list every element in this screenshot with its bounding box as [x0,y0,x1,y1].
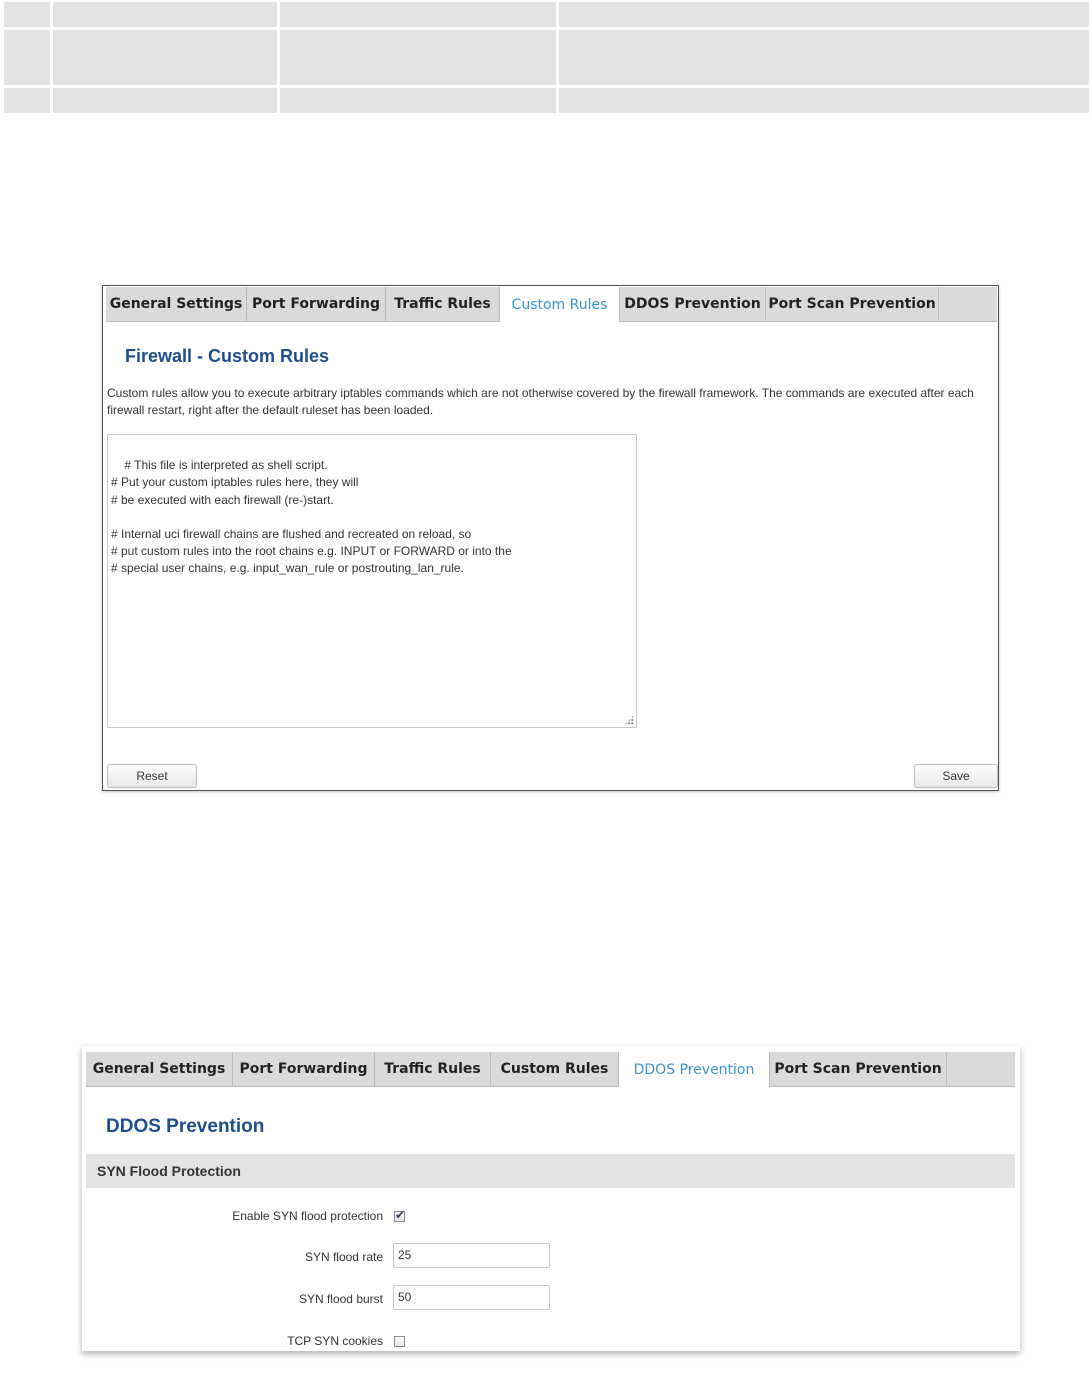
table-cell [53,30,280,88]
tab-port-scan-prevention[interactable]: Port Scan Prevention [770,1052,947,1086]
table-cell [280,2,559,30]
top-table [4,2,1089,116]
tab-general-settings[interactable]: General Settings [106,287,247,321]
checkmark-icon: ✔ [395,1208,406,1222]
reset-button[interactable]: Reset [107,764,197,788]
tab-port-scan-prevention[interactable]: Port Scan Prevention [766,287,939,321]
tab-ddos-prevention[interactable]: DDOS Prevention [620,287,766,321]
table-cell [559,2,1089,30]
tab-traffic-rules[interactable]: Traffic Rules [386,287,500,321]
syn-rate-label: SYN flood rate [304,1250,383,1264]
enable-syn-label: Enable SYN flood protection [232,1209,383,1223]
table-cell [559,30,1089,88]
syn-burst-input[interactable]: 50 [393,1285,550,1310]
script-text: # This file is interpreted as shell script. # Put your custom iptables rules here, they will # be executed with each firewall (re-)start. # Internal uci firewall chains are flushed and recreated on reload, so # put custom rules into the root chains e.g. INPUT or FORWARD or into the # special user chains, e.g. input_wan_rule or postrouting_lan_rule. [111,458,512,576]
tab-custom-rules[interactable]: Custom Rules [500,287,620,322]
table-cell [280,88,559,116]
tab-traffic-rules[interactable]: Traffic Rules [375,1052,491,1086]
table-cell [4,30,53,88]
table-cell [4,88,53,116]
tab-port-forwarding[interactable]: Port Forwarding [247,287,386,321]
page-description: Custom rules allow you to execute arbitrary iptables commands which are not otherwise covered by the firewall framework. The commands are executed after each firewall restart, right after the default ruleset has been loaded. [107,386,974,417]
page-title: Firewall - Custom Rules [125,346,330,366]
table-cell [4,2,53,30]
page-title: DDOS Prevention [106,1116,265,1137]
enable-syn-checkbox[interactable] [394,1208,406,1222]
tab-general-settings[interactable]: General Settings [86,1052,233,1086]
custom-rules-panel [102,285,999,791]
resize-handle-icon[interactable] [624,715,634,725]
table-cell [559,88,1089,116]
ddos-prevention-panel [82,1046,1020,1351]
tab-ddos-prevention[interactable]: DDOS Prevention [619,1052,770,1087]
tab-bar [86,1052,1015,1087]
tcp-syn-cookies-label: TCP SYN cookies [287,1334,383,1348]
table-cell [280,30,559,88]
custom-rules-textarea[interactable] [107,434,637,728]
table-cell [53,88,280,116]
tab-custom-rules[interactable]: Custom Rules [491,1052,619,1086]
tcp-syn-cookies-checkbox[interactable] [394,1336,405,1347]
section-header: SYN Flood Protection [86,1154,1015,1188]
tab-port-forwarding[interactable]: Port Forwarding [233,1052,375,1086]
table-cell [53,2,280,30]
tab-bar [106,287,997,322]
syn-burst-label: SYN flood burst [298,1292,383,1306]
save-button[interactable]: Save [914,764,998,788]
syn-rate-input[interactable]: 25 [393,1243,550,1268]
